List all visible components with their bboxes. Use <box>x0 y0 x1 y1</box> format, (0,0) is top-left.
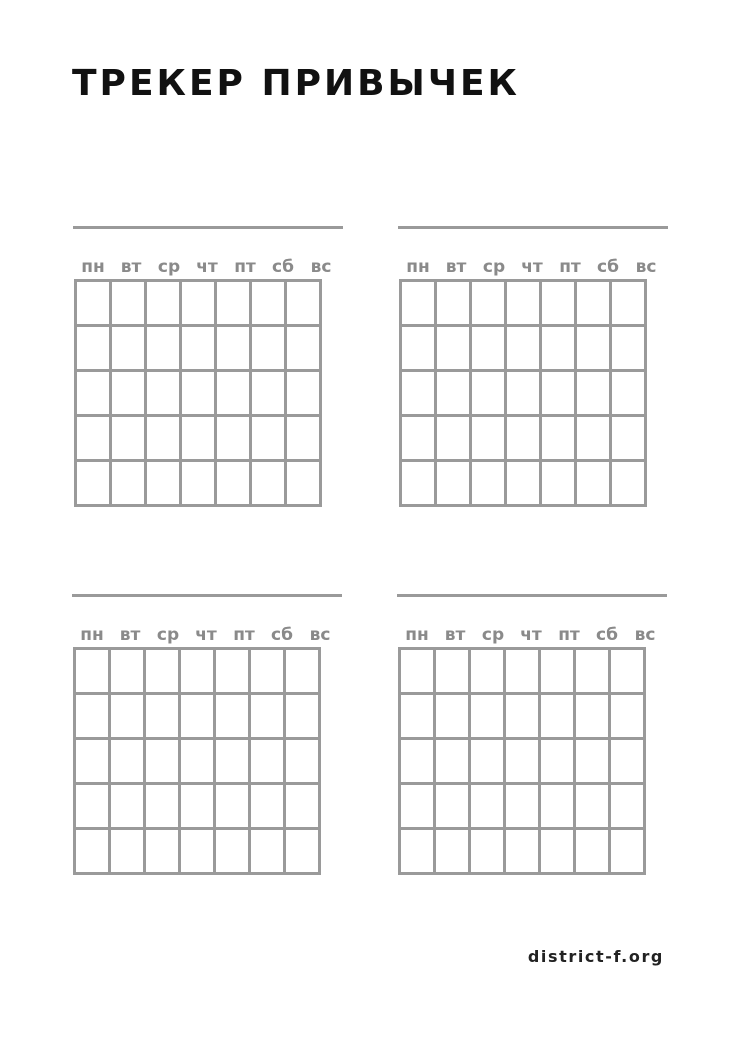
checkbox-cell[interactable] <box>111 371 146 416</box>
checkbox-cell[interactable] <box>611 281 646 326</box>
weekday-label: чт <box>520 625 542 645</box>
weekday-label: пт <box>233 625 255 645</box>
checkbox-cell[interactable] <box>541 416 576 461</box>
checkbox-cell[interactable] <box>506 461 541 506</box>
checkbox-grid <box>73 647 321 875</box>
checkbox-cell[interactable] <box>436 326 471 371</box>
checkbox-cell[interactable] <box>181 326 216 371</box>
weekday-label: пн <box>80 625 104 645</box>
checkbox-cell[interactable] <box>145 739 180 784</box>
checkbox-cell[interactable] <box>610 784 645 829</box>
checkbox-cell[interactable] <box>505 784 540 829</box>
checkbox-grid <box>398 647 646 875</box>
checkbox-cell[interactable] <box>540 694 575 739</box>
checkbox-cell[interactable] <box>505 649 540 694</box>
checkbox-cell[interactable] <box>575 784 610 829</box>
weekday-label: пт <box>559 257 581 277</box>
checkbox-cell[interactable] <box>285 739 320 784</box>
checkbox-cell[interactable] <box>181 416 216 461</box>
checkbox-cell[interactable] <box>285 829 320 874</box>
grid-row <box>400 784 645 829</box>
checkbox-cell[interactable] <box>470 784 505 829</box>
weekday-label: пт <box>558 625 580 645</box>
weekday-label: сб <box>272 257 294 277</box>
checkbox-cell[interactable] <box>575 649 610 694</box>
checkbox-cell[interactable] <box>506 326 541 371</box>
checkbox-cell[interactable] <box>76 461 111 506</box>
checkbox-cell[interactable] <box>146 326 181 371</box>
checkbox-cell[interactable] <box>471 281 506 326</box>
weekday-header <box>399 248 666 278</box>
weekday-label: вс <box>635 257 657 277</box>
weekday-label: ср <box>156 625 180 645</box>
weekday-label: ср <box>482 257 506 277</box>
checkbox-cell[interactable] <box>250 649 285 694</box>
checkbox-cell[interactable] <box>250 829 285 874</box>
grid-row <box>401 326 646 371</box>
checkbox-cell[interactable] <box>181 281 216 326</box>
checkbox-cell[interactable] <box>286 326 321 371</box>
checkbox-cell[interactable] <box>146 416 181 461</box>
checkbox-cell[interactable] <box>75 649 110 694</box>
checkbox-cell[interactable] <box>181 371 216 416</box>
checkbox-cell[interactable] <box>575 694 610 739</box>
checkbox-cell[interactable] <box>76 326 111 371</box>
weekday-label: вт <box>119 625 141 645</box>
checkbox-cell[interactable] <box>435 694 470 739</box>
grid-row <box>401 371 646 416</box>
checkbox-cell[interactable] <box>216 326 251 371</box>
checkbox-cell[interactable] <box>286 281 321 326</box>
checkbox-cell[interactable] <box>436 371 471 416</box>
checkbox-cell[interactable] <box>286 371 321 416</box>
checkbox-cell[interactable] <box>251 461 286 506</box>
weekday-label: чт <box>521 257 543 277</box>
checkbox-cell[interactable] <box>215 694 250 739</box>
checkbox-cell[interactable] <box>435 784 470 829</box>
checkbox-cell[interactable] <box>180 694 215 739</box>
checkbox-cell[interactable] <box>111 416 146 461</box>
checkbox-cell[interactable] <box>435 649 470 694</box>
grid-row <box>400 739 645 784</box>
page-title: ТРЕКЕР ПРИВЫЧЕК <box>72 63 520 104</box>
grid-row <box>401 461 646 506</box>
checkbox-cell[interactable] <box>505 829 540 874</box>
habit-name-line[interactable] <box>398 226 668 229</box>
site-url: district-f.org <box>527 947 664 966</box>
grid-row <box>75 784 320 829</box>
weekday-header <box>398 616 665 646</box>
checkbox-cell[interactable] <box>251 371 286 416</box>
checkbox-cell[interactable] <box>610 739 645 784</box>
checkbox-cell[interactable] <box>285 694 320 739</box>
grid-row <box>75 829 320 874</box>
weekday-label: пт <box>234 257 256 277</box>
checkbox-cell[interactable] <box>471 461 506 506</box>
weekday-header <box>74 248 341 278</box>
checkbox-cell[interactable] <box>576 461 611 506</box>
habit-name-line[interactable] <box>397 594 667 597</box>
checkbox-cell[interactable] <box>540 649 575 694</box>
weekday-label: вс <box>310 257 332 277</box>
checkbox-cell[interactable] <box>286 461 321 506</box>
checkbox-cell[interactable] <box>400 739 435 784</box>
checkbox-cell[interactable] <box>110 829 145 874</box>
checkbox-cell[interactable] <box>145 829 180 874</box>
weekday-label: вс <box>309 625 331 645</box>
checkbox-cell[interactable] <box>400 649 435 694</box>
checkbox-cell[interactable] <box>146 371 181 416</box>
checkbox-cell[interactable] <box>111 281 146 326</box>
habit-name-line[interactable] <box>73 226 343 229</box>
checkbox-cell[interactable] <box>506 371 541 416</box>
checkbox-cell[interactable] <box>576 371 611 416</box>
checkbox-cell[interactable] <box>540 829 575 874</box>
checkbox-cell[interactable] <box>250 784 285 829</box>
checkbox-cell[interactable] <box>506 416 541 461</box>
checkbox-cell[interactable] <box>471 371 506 416</box>
grid-row <box>75 739 320 784</box>
checkbox-cell[interactable] <box>111 326 146 371</box>
checkbox-cell[interactable] <box>540 784 575 829</box>
checkbox-cell[interactable] <box>145 784 180 829</box>
checkbox-cell[interactable] <box>216 461 251 506</box>
checkbox-cell[interactable] <box>470 649 505 694</box>
checkbox-cell[interactable] <box>215 739 250 784</box>
checkbox-cell[interactable] <box>471 416 506 461</box>
checkbox-cell[interactable] <box>180 829 215 874</box>
weekday-label: вт <box>120 257 142 277</box>
checkbox-cell[interactable] <box>285 649 320 694</box>
checkbox-cell[interactable] <box>401 326 436 371</box>
checkbox-cell[interactable] <box>401 371 436 416</box>
grid-row <box>401 281 646 326</box>
weekday-label: чт <box>196 257 218 277</box>
checkbox-cell[interactable] <box>400 784 435 829</box>
checkbox-cell[interactable] <box>215 829 250 874</box>
checkbox-cell[interactable] <box>401 416 436 461</box>
weekday-label: ср <box>157 257 181 277</box>
grid-row <box>76 461 321 506</box>
checkbox-cell[interactable] <box>401 461 436 506</box>
checkbox-cell[interactable] <box>470 694 505 739</box>
grid-row <box>401 416 646 461</box>
checkbox-cell[interactable] <box>610 829 645 874</box>
checkbox-cell[interactable] <box>505 694 540 739</box>
checkbox-cell[interactable] <box>250 694 285 739</box>
weekday-label: чт <box>195 625 217 645</box>
checkbox-cell[interactable] <box>75 829 110 874</box>
checkbox-cell[interactable] <box>76 371 111 416</box>
weekday-label: сб <box>271 625 293 645</box>
grid-row <box>76 281 321 326</box>
grid-row <box>400 694 645 739</box>
checkbox-cell[interactable] <box>215 784 250 829</box>
habit-name-line[interactable] <box>72 594 342 597</box>
checkbox-cell[interactable] <box>576 416 611 461</box>
grid-row <box>75 694 320 739</box>
checkbox-cell[interactable] <box>575 829 610 874</box>
checkbox-cell[interactable] <box>146 281 181 326</box>
grid-row <box>76 326 321 371</box>
checkbox-cell[interactable] <box>401 281 436 326</box>
checkbox-cell[interactable] <box>400 829 435 874</box>
checkbox-cell[interactable] <box>610 649 645 694</box>
checkbox-cell[interactable] <box>285 784 320 829</box>
checkbox-cell[interactable] <box>145 649 180 694</box>
weekday-label: пн <box>81 257 105 277</box>
grid-row <box>75 649 320 694</box>
checkbox-cell[interactable] <box>110 784 145 829</box>
checkbox-cell[interactable] <box>110 649 145 694</box>
checkbox-cell[interactable] <box>111 461 146 506</box>
grid-row <box>400 829 645 874</box>
checkbox-cell[interactable] <box>541 326 576 371</box>
grid-row <box>76 371 321 416</box>
checkbox-grid <box>74 279 322 507</box>
checkbox-cell[interactable] <box>76 281 111 326</box>
checkbox-cell[interactable] <box>251 281 286 326</box>
weekday-label: вт <box>445 257 467 277</box>
checkbox-cell[interactable] <box>250 739 285 784</box>
grid-row <box>76 416 321 461</box>
checkbox-cell[interactable] <box>575 739 610 784</box>
weekday-label: пн <box>405 625 429 645</box>
checkbox-cell[interactable] <box>75 694 110 739</box>
weekday-label: сб <box>597 257 619 277</box>
checkbox-cell[interactable] <box>506 281 541 326</box>
checkbox-cell[interactable] <box>435 829 470 874</box>
checkbox-cell[interactable] <box>540 739 575 784</box>
checkbox-grid <box>399 279 647 507</box>
checkbox-cell[interactable] <box>251 326 286 371</box>
weekday-label: ср <box>481 625 505 645</box>
checkbox-cell[interactable] <box>436 281 471 326</box>
checkbox-cell[interactable] <box>541 461 576 506</box>
checkbox-cell[interactable] <box>145 694 180 739</box>
checkbox-cell[interactable] <box>110 739 145 784</box>
checkbox-cell[interactable] <box>541 281 576 326</box>
checkbox-cell[interactable] <box>435 739 470 784</box>
checkbox-cell[interactable] <box>180 649 215 694</box>
checkbox-cell[interactable] <box>216 281 251 326</box>
weekday-label: пн <box>406 257 430 277</box>
checkbox-cell[interactable] <box>76 416 111 461</box>
checkbox-cell[interactable] <box>471 326 506 371</box>
checkbox-cell[interactable] <box>146 461 181 506</box>
checkbox-cell[interactable] <box>180 739 215 784</box>
weekday-label: вс <box>634 625 656 645</box>
checkbox-cell[interactable] <box>215 649 250 694</box>
checkbox-cell[interactable] <box>611 371 646 416</box>
checkbox-cell[interactable] <box>611 326 646 371</box>
checkbox-cell[interactable] <box>611 416 646 461</box>
checkbox-cell[interactable] <box>436 416 471 461</box>
checkbox-cell[interactable] <box>436 461 471 506</box>
checkbox-cell[interactable] <box>541 371 576 416</box>
checkbox-cell[interactable] <box>505 739 540 784</box>
checkbox-cell[interactable] <box>610 694 645 739</box>
checkbox-cell[interactable] <box>75 739 110 784</box>
checkbox-cell[interactable] <box>286 416 321 461</box>
checkbox-cell[interactable] <box>470 739 505 784</box>
weekday-label: вт <box>444 625 466 645</box>
checkbox-cell[interactable] <box>216 371 251 416</box>
checkbox-cell[interactable] <box>576 326 611 371</box>
checkbox-cell[interactable] <box>611 461 646 506</box>
checkbox-cell[interactable] <box>251 416 286 461</box>
checkbox-cell[interactable] <box>216 416 251 461</box>
checkbox-cell[interactable] <box>181 461 216 506</box>
checkbox-cell[interactable] <box>110 694 145 739</box>
grid-row <box>400 649 645 694</box>
weekday-header <box>73 616 340 646</box>
checkbox-cell[interactable] <box>576 281 611 326</box>
checkbox-cell[interactable] <box>180 784 215 829</box>
checkbox-cell[interactable] <box>470 829 505 874</box>
checkbox-cell[interactable] <box>75 784 110 829</box>
weekday-label: сб <box>596 625 618 645</box>
checkbox-cell[interactable] <box>400 694 435 739</box>
